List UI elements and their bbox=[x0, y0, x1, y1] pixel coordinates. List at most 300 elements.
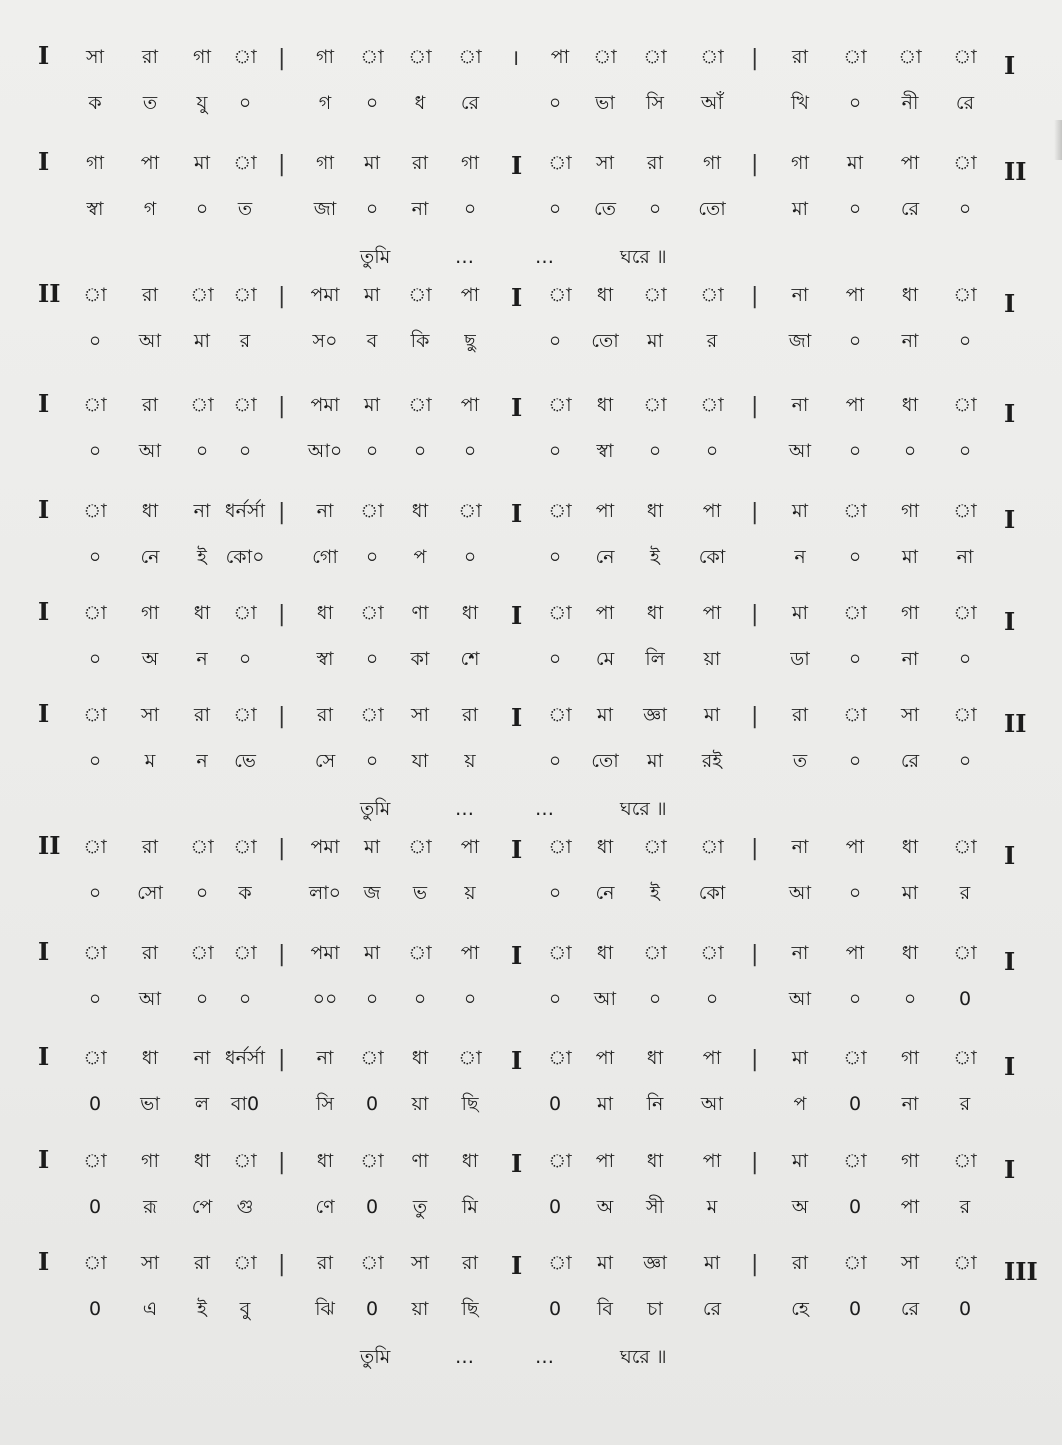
end-barline: I bbox=[1004, 289, 1016, 318]
swara-note: া bbox=[233, 704, 257, 726]
swara-note: না bbox=[316, 500, 334, 522]
barline: | bbox=[751, 1150, 759, 1175]
swara-note: পমা bbox=[310, 394, 340, 416]
lyric-syllable: কো bbox=[698, 882, 726, 904]
lyric-syllable: ন bbox=[196, 648, 208, 670]
lyric-syllable: 0 bbox=[88, 1298, 102, 1320]
barline: | bbox=[751, 704, 759, 729]
lyric-syllable: ০ bbox=[705, 440, 719, 462]
barline: | bbox=[278, 942, 286, 967]
lyric-syllable: 0 bbox=[88, 1196, 102, 1218]
lyric-syllable: মা bbox=[791, 198, 809, 220]
lyric-syllable: এ bbox=[142, 1298, 158, 1320]
lyric-syllable: ০ bbox=[463, 440, 477, 462]
lyric-syllable: রূ bbox=[143, 1196, 157, 1218]
lyric-syllable: আ bbox=[138, 330, 162, 352]
barline: | bbox=[278, 1252, 286, 1277]
swara-note: া bbox=[408, 284, 432, 306]
swara-note: া bbox=[953, 1150, 977, 1172]
swara-note: া bbox=[843, 1047, 867, 1069]
swara-note: া bbox=[953, 500, 977, 522]
swara-note: সা bbox=[140, 704, 160, 726]
lyric-syllable: ০ bbox=[365, 440, 379, 462]
lyric-syllable: ই bbox=[197, 546, 207, 568]
swara-note: া bbox=[233, 602, 257, 624]
swara-note: া bbox=[233, 836, 257, 858]
lyric-syllable: জা bbox=[313, 198, 337, 220]
barline: | bbox=[278, 284, 286, 309]
lyric-syllable: ০ bbox=[903, 988, 917, 1010]
lyric-syllable: আ bbox=[788, 882, 812, 904]
lyric-syllable: ০ bbox=[195, 198, 209, 220]
lyric-syllable: সে bbox=[314, 750, 336, 772]
swara-note: া bbox=[190, 394, 214, 416]
lyric-syllable: স্বা bbox=[596, 440, 614, 462]
lyric-syllable: 0 bbox=[548, 1093, 562, 1115]
lyric-syllable: ০ bbox=[903, 440, 917, 462]
swara-note: া bbox=[953, 46, 977, 68]
lyric-syllable: ০ bbox=[238, 440, 252, 462]
lyric-syllable: মে bbox=[595, 648, 615, 670]
barline: | bbox=[278, 500, 286, 525]
swara-note: া bbox=[548, 942, 572, 964]
end-barline: III bbox=[1004, 1257, 1038, 1286]
lyric-syllable: ০ bbox=[88, 988, 102, 1010]
lyric-syllable: ০ bbox=[848, 92, 862, 114]
lyric-syllable: যা bbox=[411, 750, 429, 772]
lyric-syllable: নে bbox=[595, 546, 615, 568]
lyric-syllable: ০ bbox=[88, 648, 102, 670]
swara-note: া bbox=[83, 704, 107, 726]
swara-note: া bbox=[233, 942, 257, 964]
swara-note: পমা bbox=[310, 942, 340, 964]
lyric-syllable: র bbox=[959, 1196, 971, 1218]
swara-note: সা bbox=[900, 704, 920, 726]
lyric-syllable: রই bbox=[701, 750, 723, 772]
swara-note: া bbox=[233, 394, 257, 416]
swara-note: পা bbox=[595, 1150, 615, 1172]
lyric-syllable: রে bbox=[460, 92, 480, 114]
lyric-syllable: ভা bbox=[595, 92, 615, 114]
barline: | bbox=[278, 836, 286, 861]
lyric-syllable: ০ bbox=[88, 750, 102, 772]
swara-note: া bbox=[953, 394, 977, 416]
lyric-syllable: য়া bbox=[411, 1298, 429, 1320]
swara-note: া bbox=[233, 284, 257, 306]
swara-note: মা bbox=[703, 704, 721, 726]
swara-note: সা bbox=[410, 704, 430, 726]
swara-note: রা bbox=[412, 152, 428, 174]
swara-note: গা bbox=[316, 46, 334, 68]
swara-note: গা bbox=[193, 46, 211, 68]
lyric-syllable: গো bbox=[312, 546, 338, 568]
lyric-syllable: তু bbox=[412, 1196, 428, 1218]
swara-note: া bbox=[593, 46, 617, 68]
lyric-syllable: মা bbox=[646, 750, 664, 772]
start-barline: II bbox=[38, 831, 61, 860]
lyric-syllable: পে bbox=[191, 1196, 213, 1218]
swara-note: পা bbox=[702, 500, 722, 522]
swara-note: া bbox=[458, 1047, 482, 1069]
lyric-syllable: ০ bbox=[648, 988, 662, 1010]
lyric-syllable: গু bbox=[236, 1196, 254, 1218]
start-barline: I bbox=[38, 1042, 50, 1071]
lyric-syllable: তো bbox=[591, 330, 619, 352]
lyric-syllable: রে bbox=[900, 1298, 920, 1320]
lyric-syllable: য় bbox=[464, 882, 476, 904]
lyric-syllable: আঁ bbox=[700, 92, 724, 114]
swara-note: া bbox=[953, 704, 977, 726]
lyric-syllable: ল bbox=[194, 1093, 210, 1115]
swara-note: ধা bbox=[316, 1150, 334, 1172]
lyric-syllable: স্বা bbox=[316, 648, 334, 670]
swara-note: পা bbox=[702, 1150, 722, 1172]
swara-note: পা bbox=[845, 394, 865, 416]
lyric-syllable: য় bbox=[464, 750, 476, 772]
lyric-syllable: বা0 bbox=[230, 1093, 260, 1115]
lyric-syllable: হে bbox=[791, 1298, 809, 1320]
barline: | bbox=[751, 394, 759, 419]
lyric-syllable: য়া bbox=[411, 1093, 429, 1115]
lyric-syllable: ত bbox=[792, 750, 808, 772]
lyric-syllable: ০ bbox=[548, 546, 562, 568]
lyric-syllable: ০ bbox=[238, 92, 252, 114]
lyric-syllable: ০ bbox=[848, 440, 862, 462]
lyric-syllable: 0 bbox=[548, 1196, 562, 1218]
swara-note: রা bbox=[194, 704, 210, 726]
swara-note: ধা bbox=[596, 284, 614, 306]
lyric-syllable: লা০ bbox=[308, 882, 342, 904]
swara-note: া bbox=[360, 1047, 384, 1069]
lyric-syllable: ই bbox=[197, 1298, 207, 1320]
swara-note: া bbox=[83, 1047, 107, 1069]
barline: | bbox=[278, 46, 286, 71]
lyric-syllable: ভা bbox=[140, 1093, 160, 1115]
swara-note: মা bbox=[846, 152, 864, 174]
barline: | bbox=[751, 500, 759, 525]
swara-note: মা bbox=[363, 152, 381, 174]
barline: | bbox=[751, 1252, 759, 1277]
lyric-syllable: লি bbox=[645, 648, 665, 670]
swara-note: ধা bbox=[316, 602, 334, 624]
lyric-syllable: 0 bbox=[365, 1093, 379, 1115]
swara-note: া bbox=[548, 704, 572, 726]
lyric-syllable: মা bbox=[901, 546, 919, 568]
barline: । bbox=[511, 46, 520, 71]
swara-note: গা bbox=[901, 602, 919, 624]
lyric-syllable: ক bbox=[238, 882, 252, 904]
swara-note: ধা bbox=[901, 942, 919, 964]
swara-note: জ্ঞা bbox=[643, 704, 667, 726]
start-barline: II bbox=[38, 279, 61, 308]
barline: | bbox=[751, 602, 759, 627]
swara-note: া bbox=[233, 1252, 257, 1274]
swara-note: া bbox=[843, 1252, 867, 1274]
end-barline: I bbox=[1004, 399, 1016, 428]
swara-note: না bbox=[791, 942, 809, 964]
swara-note: া bbox=[408, 394, 432, 416]
swara-note: া bbox=[953, 152, 977, 174]
swara-note: সা bbox=[595, 152, 615, 174]
swara-note: রা bbox=[142, 394, 158, 416]
swara-note: া bbox=[360, 1150, 384, 1172]
chorus-cue: তুমি bbox=[360, 798, 391, 820]
swara-note: া bbox=[548, 1150, 572, 1172]
lyric-syllable: শে bbox=[460, 648, 480, 670]
swara-note: গা bbox=[461, 152, 479, 174]
lyric-syllable: ত bbox=[142, 92, 158, 114]
swara-note: পা bbox=[460, 836, 480, 858]
lyric-syllable: আ bbox=[138, 988, 162, 1010]
swara-note: া bbox=[843, 1150, 867, 1172]
lyric-syllable: ছু bbox=[464, 330, 476, 352]
swara-note: জ্ঞা bbox=[643, 1252, 667, 1274]
chorus-cue: তুমি bbox=[360, 1346, 391, 1368]
swara-note: পা bbox=[702, 602, 722, 624]
swara-note: া bbox=[643, 942, 667, 964]
swara-note: া bbox=[190, 284, 214, 306]
swara-note: ধর্নর্সা bbox=[224, 500, 266, 522]
lyric-syllable: ০ bbox=[848, 750, 862, 772]
swara-note: া bbox=[190, 942, 214, 964]
barline: I bbox=[511, 1251, 523, 1280]
lyric-syllable: ০ bbox=[88, 330, 102, 352]
swara-note: া bbox=[953, 836, 977, 858]
lyric-syllable: ছি bbox=[461, 1298, 479, 1320]
lyric-syllable: অ bbox=[596, 1196, 614, 1218]
barline: I bbox=[511, 151, 523, 180]
swara-note: া bbox=[700, 46, 724, 68]
swara-note: পমা bbox=[310, 836, 340, 858]
swara-note: গা bbox=[316, 152, 334, 174]
lyric-syllable: মি bbox=[462, 1196, 478, 1218]
swara-note: া bbox=[360, 704, 384, 726]
swara-note: া bbox=[83, 1252, 107, 1274]
lyric-syllable: ভে bbox=[234, 750, 256, 772]
swara-note: া bbox=[360, 500, 384, 522]
barline: I bbox=[511, 601, 523, 630]
swara-note: রা bbox=[142, 284, 158, 306]
lyric-syllable: 0 bbox=[848, 1196, 862, 1218]
lyric-syllable: রে bbox=[955, 92, 975, 114]
swara-note: া bbox=[408, 942, 432, 964]
start-barline: I bbox=[38, 597, 50, 626]
lyric-syllable: ছি bbox=[461, 1093, 479, 1115]
swara-note: মা bbox=[791, 602, 809, 624]
swara-note: রা bbox=[317, 1252, 333, 1274]
swara-note: া bbox=[548, 284, 572, 306]
swara-note: মা bbox=[791, 500, 809, 522]
lyric-syllable: 0 bbox=[958, 1298, 972, 1320]
lyric-syllable: স০ bbox=[312, 330, 338, 352]
lyric-syllable: ই bbox=[650, 882, 660, 904]
swara-note: া bbox=[408, 836, 432, 858]
swara-note: া bbox=[360, 1252, 384, 1274]
swara-note: পা bbox=[140, 152, 160, 174]
lyric-syllable: মা bbox=[596, 1093, 614, 1115]
start-barline: I bbox=[38, 937, 50, 966]
swara-note: ধা bbox=[461, 1150, 479, 1172]
swara-note: রা bbox=[792, 704, 808, 726]
lyric-syllable: ০ bbox=[88, 546, 102, 568]
swara-note: পা bbox=[845, 284, 865, 306]
lyric-syllable: ০ bbox=[548, 988, 562, 1010]
swara-note: া bbox=[953, 284, 977, 306]
chorus-cue: … bbox=[535, 1346, 554, 1368]
lyric-syllable: ০ bbox=[463, 988, 477, 1010]
swara-note: া bbox=[700, 836, 724, 858]
lyric-syllable: রে bbox=[702, 1298, 722, 1320]
swara-note: া bbox=[843, 704, 867, 726]
lyric-syllable: ০ bbox=[958, 330, 972, 352]
lyric-syllable: 0 bbox=[365, 1196, 379, 1218]
lyric-syllable: ০ bbox=[548, 750, 562, 772]
lyric-syllable: র bbox=[959, 1093, 971, 1115]
swara-note: া bbox=[643, 46, 667, 68]
lyric-syllable: আ bbox=[788, 988, 812, 1010]
lyric-syllable: রে bbox=[900, 198, 920, 220]
swara-note: া bbox=[548, 1252, 572, 1274]
swara-note: না bbox=[791, 284, 809, 306]
barline: I bbox=[511, 703, 523, 732]
swara-note: া bbox=[408, 46, 432, 68]
swara-note: ধা bbox=[193, 602, 211, 624]
swara-note: ধা bbox=[596, 942, 614, 964]
swara-note: া bbox=[83, 836, 107, 858]
swara-note: া bbox=[643, 836, 667, 858]
lyric-syllable: ০ bbox=[548, 440, 562, 462]
swara-note: গা bbox=[901, 1047, 919, 1069]
lyric-syllable: কো০ bbox=[225, 546, 265, 568]
swara-note: া bbox=[700, 394, 724, 416]
lyric-syllable: ০ bbox=[463, 198, 477, 220]
swara-note: া bbox=[548, 152, 572, 174]
swara-note: রা bbox=[647, 152, 663, 174]
swara-note: পা bbox=[595, 500, 615, 522]
swara-note: মা bbox=[193, 152, 211, 174]
lyric-syllable: ০ bbox=[88, 440, 102, 462]
swara-note: মা bbox=[363, 394, 381, 416]
barline: | bbox=[751, 1047, 759, 1072]
lyric-syllable: ০ bbox=[548, 198, 562, 220]
swara-note: রা bbox=[462, 704, 478, 726]
lyric-syllable: ব bbox=[366, 330, 378, 352]
lyric-syllable: না bbox=[901, 330, 919, 352]
lyric-syllable: তে bbox=[594, 198, 616, 220]
lyric-syllable: আ bbox=[138, 440, 162, 462]
swara-note: া bbox=[548, 394, 572, 416]
lyric-syllable: 0 bbox=[848, 1298, 862, 1320]
barline: | bbox=[278, 1047, 286, 1072]
swara-note: রা bbox=[142, 46, 158, 68]
lyric-syllable: নে bbox=[595, 882, 615, 904]
swara-note: পা bbox=[702, 1047, 722, 1069]
lyric-syllable: ০০ bbox=[312, 988, 338, 1010]
swara-note: া bbox=[548, 500, 572, 522]
lyric-syllable: ০ bbox=[848, 330, 862, 352]
end-barline: I bbox=[1004, 1155, 1016, 1184]
swara-note: গা bbox=[86, 152, 104, 174]
lyric-syllable: 0 bbox=[548, 1298, 562, 1320]
swara-note: পা bbox=[595, 1047, 615, 1069]
swara-note: া bbox=[953, 942, 977, 964]
barline: | bbox=[278, 394, 286, 419]
lyric-syllable: ০ bbox=[238, 648, 252, 670]
swara-note: সা bbox=[140, 1252, 160, 1274]
lyric-syllable: ০ bbox=[365, 648, 379, 670]
swara-note: না bbox=[193, 500, 211, 522]
swara-note: ধা bbox=[901, 284, 919, 306]
swara-note: গা bbox=[141, 1150, 159, 1172]
swara-note: া bbox=[953, 1047, 977, 1069]
lyric-syllable: ণে bbox=[315, 1196, 335, 1218]
end-barline: I bbox=[1004, 947, 1016, 976]
lyric-syllable: স্বা bbox=[86, 198, 104, 220]
barline: | bbox=[278, 602, 286, 627]
swara-note: মা bbox=[596, 704, 614, 726]
barline: | bbox=[278, 152, 286, 177]
lyric-syllable: ০ bbox=[648, 198, 662, 220]
barline: I bbox=[511, 941, 523, 970]
barline: | bbox=[278, 1150, 286, 1175]
lyric-syllable: ০ bbox=[548, 648, 562, 670]
swara-note: ধা bbox=[646, 1047, 664, 1069]
swara-note: গা bbox=[791, 152, 809, 174]
swara-note: া bbox=[190, 836, 214, 858]
lyric-syllable: ০ bbox=[848, 882, 862, 904]
lyric-syllable: র bbox=[706, 330, 718, 352]
swara-note: গা bbox=[901, 1150, 919, 1172]
lyric-syllable: আ০ bbox=[307, 440, 343, 462]
swara-note: রা bbox=[792, 1252, 808, 1274]
chorus-cue: ঘরে ॥ bbox=[620, 1346, 667, 1368]
start-barline: I bbox=[38, 389, 50, 418]
swara-note: ধা bbox=[646, 500, 664, 522]
swara-note: ধা bbox=[193, 1150, 211, 1172]
end-barline: I bbox=[1004, 841, 1016, 870]
lyric-syllable: ০ bbox=[648, 440, 662, 462]
swara-note: না bbox=[316, 1047, 334, 1069]
lyric-syllable: না bbox=[411, 198, 429, 220]
lyric-syllable: নে bbox=[140, 546, 160, 568]
swara-note: পা bbox=[460, 394, 480, 416]
lyric-syllable: জ bbox=[363, 882, 381, 904]
swara-note: া bbox=[233, 152, 257, 174]
swara-note: া bbox=[898, 46, 922, 68]
lyric-syllable: প bbox=[413, 546, 427, 568]
swara-note: ধা bbox=[646, 1150, 664, 1172]
chorus-cue: ঘরে ॥ bbox=[620, 798, 667, 820]
lyric-syllable: র bbox=[959, 882, 971, 904]
lyric-syllable: কো bbox=[698, 546, 726, 568]
lyric-syllable: ন bbox=[196, 750, 208, 772]
lyric-syllable: অ bbox=[791, 1196, 809, 1218]
swara-note: মা bbox=[791, 1150, 809, 1172]
lyric-syllable: ০ bbox=[88, 882, 102, 904]
swara-note: ধা bbox=[646, 602, 664, 624]
lyric-syllable: ০ bbox=[195, 440, 209, 462]
swara-note: রা bbox=[142, 836, 158, 858]
swara-note: মা bbox=[363, 942, 381, 964]
lyric-syllable: সি bbox=[316, 1093, 334, 1115]
swara-note: ধা bbox=[901, 394, 919, 416]
lyric-syllable: যু bbox=[196, 92, 208, 114]
lyric-syllable: গ bbox=[318, 92, 332, 114]
swara-note: ধা bbox=[141, 500, 159, 522]
lyric-syllable: ০ bbox=[958, 198, 972, 220]
swara-note: ধা bbox=[461, 602, 479, 624]
lyric-syllable: ০ bbox=[848, 648, 862, 670]
